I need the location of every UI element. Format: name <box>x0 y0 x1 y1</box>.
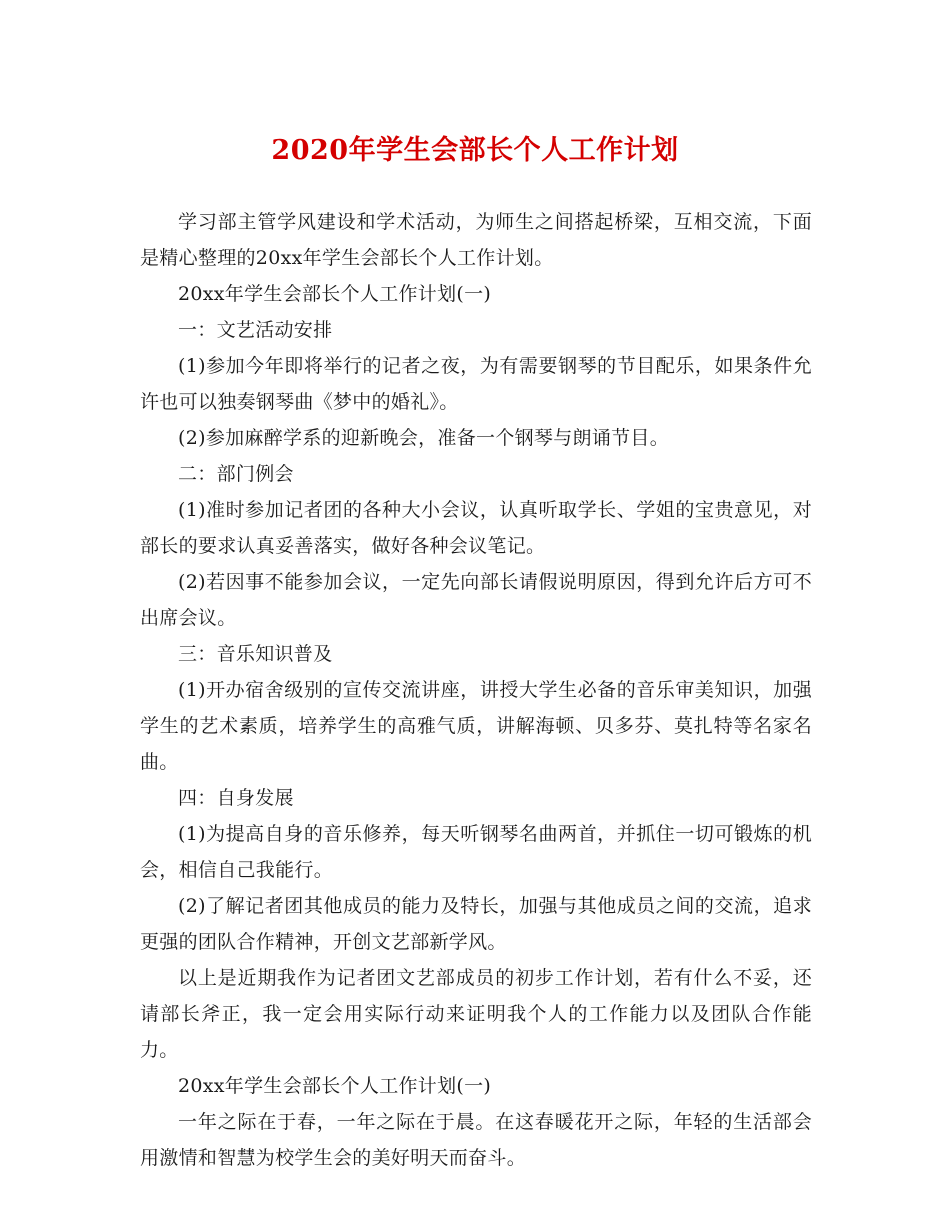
paragraph-summary: 以上是近期我作为记者团文艺部成员的初步工作计划，若有什么不妥，还请部长斧正，我一定会用实际行动来证明我个人的工作能力以及团队合作能力。 <box>140 967 812 1061</box>
document-body <box>140 204 812 1176</box>
subheading-music-knowledge: 三：音乐知识普及 <box>178 643 333 665</box>
subheading-department-meetings: 二：部门例会 <box>178 463 294 485</box>
subheading-arts-activities: 一：文艺活动安排 <box>178 319 333 341</box>
list-item-meetings-2: (2)若因事不能参加会议，一定先向部长请假说明原因，得到允许后方可不出席会议。 <box>140 571 812 629</box>
list-item-self-1: (1)为提高自身的音乐修养，每天听钢琴名曲两首，并抓住一切可锻炼的机会，相信自己我能行。 <box>140 823 812 881</box>
section-heading-plan-2: 20xx年学生会部长个人工作计划(一) <box>178 1075 492 1097</box>
list-item-music-1: (1)开办宿舍级别的宣传交流讲座，讲授大学生必备的音乐审美知识，加强学生的艺术素质，培养学生的高雅气质，讲解海顿、贝多芬、莫扎特等名家名曲。 <box>140 679 812 773</box>
list-item-meetings-1: (1)准时参加记者团的各种大小会议，认真听取学长、学姐的宝贵意见，对部长的要求认真妥善落实，做好各种会议笔记。 <box>140 499 812 557</box>
list-item-arts-1: (1)参加今年即将举行的记者之夜，为有需要钢琴的节目配乐，如果条件允许也可以独奏钢琴曲《梦中的婚礼》。 <box>140 355 812 413</box>
section-heading-plan-1: 20xx年学生会部长个人工作计划(一) <box>178 283 492 305</box>
list-item-arts-2: (2)参加麻醉学系的迎新晚会，准备一个钢琴与朗诵节目。 <box>178 427 670 449</box>
paragraph-intro: 学习部主管学风建设和学术活动，为师生之间搭起桥梁，互相交流，下面是精心整理的20xx年学生会部长个人工作计划。 <box>140 211 812 269</box>
subheading-self-development: 四：自身发展 <box>178 787 294 809</box>
document-title: 2020年学生会部长个人工作计划 <box>271 135 679 166</box>
paragraph-life-department: 一年之际在于春，一年之际在于晨。在这春暖花开之际，年轻的生活部会用激情和智慧为校学生会的美好明天而奋斗。 <box>140 1111 812 1169</box>
list-item-self-2: (2)了解记者团其他成员的能力及特长，加强与其他成员之间的交流，追求更强的团队合作精神，开创文艺部新学风。 <box>140 895 812 953</box>
